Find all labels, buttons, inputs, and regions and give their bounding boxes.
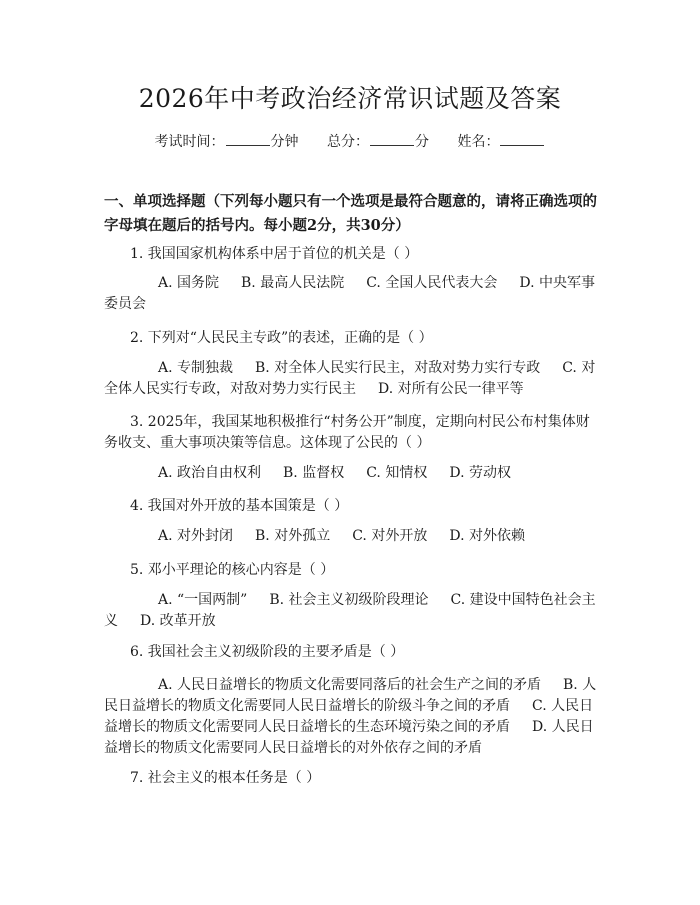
- time-label: 考试时间：: [154, 134, 225, 150]
- time-unit: 分钟: [270, 134, 299, 150]
- score-blank[interactable]: [370, 131, 414, 146]
- page-title: 2026年中考政治经济常识试题及答案: [138, 84, 562, 113]
- option[interactable]: D. 对所有公民一律平等: [378, 381, 524, 397]
- question-options: [104, 675, 600, 759]
- option[interactable]: D. 改革开放: [140, 613, 216, 629]
- option[interactable]: D. 劳动权: [449, 465, 511, 481]
- option[interactable]: C. 对外开放: [352, 528, 428, 544]
- question-options: [104, 463, 600, 484]
- question-stem: 5. 邓小平理论的核心内容是（ ）: [130, 562, 335, 578]
- option[interactable]: C. 对全体人民实行专政，对敌对势力实行民主: [104, 360, 596, 397]
- score-field: [327, 131, 429, 152]
- option[interactable]: A. 政治自由权利: [158, 465, 262, 481]
- option[interactable]: D. 中央军事委员会: [104, 275, 595, 312]
- option[interactable]: B. 监督权: [283, 465, 345, 481]
- option[interactable]: A. 国务院: [158, 275, 220, 291]
- option[interactable]: B. 对外孤立: [255, 528, 331, 544]
- name-label: 姓名：: [457, 134, 500, 150]
- question-stem: 3. 2025年，我国某地积极推行“村务公开”制度，定期向村民公布村集体财务收支、重大事项决策等信息。这体现了公民的（ ）: [104, 414, 590, 451]
- option[interactable]: B. 对全体人民实行民主，对敌对势力实行专政: [255, 360, 541, 376]
- option[interactable]: A. “一国两制”: [158, 592, 248, 608]
- question-stem: 4. 我国对外开放的基本国策是（ ）: [130, 498, 349, 514]
- name-field: [457, 131, 545, 152]
- option[interactable]: B. 最高人民法院: [241, 275, 345, 291]
- question-stem: 6. 我国社会主义初级阶段的主要矛盾是（ ）: [130, 644, 405, 660]
- option[interactable]: B. 人民日益增长的物质文化需要同人民日益增长的阶级斗争之间的矛盾: [104, 677, 597, 714]
- time-blank[interactable]: [226, 131, 270, 146]
- option[interactable]: C. 全国人民代表大会: [366, 275, 498, 291]
- question-options: [104, 526, 600, 547]
- option[interactable]: C. 知情权: [366, 465, 428, 481]
- option[interactable]: D. 对外依赖: [449, 528, 525, 544]
- option[interactable]: A. 专制独裁: [158, 360, 234, 376]
- option[interactable]: D. 人民日益增长的物质文化需要同人民日益增长的对外依存之间的矛盾: [104, 719, 594, 756]
- option[interactable]: A. 人民日益增长的物质文化需要同落后的社会生产之间的矛盾: [158, 677, 542, 693]
- score-unit: 分: [415, 134, 429, 150]
- question-stem: 2. 下列对“人民民主专政”的表述，正确的是（ ）: [130, 330, 433, 346]
- score-label: 总分：: [327, 134, 369, 150]
- question-options: [104, 358, 600, 400]
- exam-meta: [0, 131, 700, 152]
- section-heading: 一、单项选择题（下列每小题只有一个选项是最符合题意的，请将正确选项的字母填在题后的括号内。每小题2分，共30分）: [104, 193, 597, 234]
- question-stem: 1. 我国国家机构体系中居于首位的机关是（ ）: [130, 246, 419, 262]
- option[interactable]: B. 社会主义初级阶段理论: [269, 592, 429, 608]
- option[interactable]: C. 建设中国特色社会主义: [104, 592, 596, 629]
- time-field: [155, 131, 299, 152]
- option[interactable]: A. 对外封闭: [158, 528, 234, 544]
- question-options: [104, 273, 600, 315]
- name-blank[interactable]: [500, 131, 544, 146]
- option[interactable]: C. 人民日益增长的物质文化需要同人民日益增长的生态环境污染之间的矛盾: [104, 698, 594, 735]
- question-stem: 7. 社会主义的根本任务是（ ）: [130, 770, 321, 786]
- question-options: [104, 590, 600, 632]
